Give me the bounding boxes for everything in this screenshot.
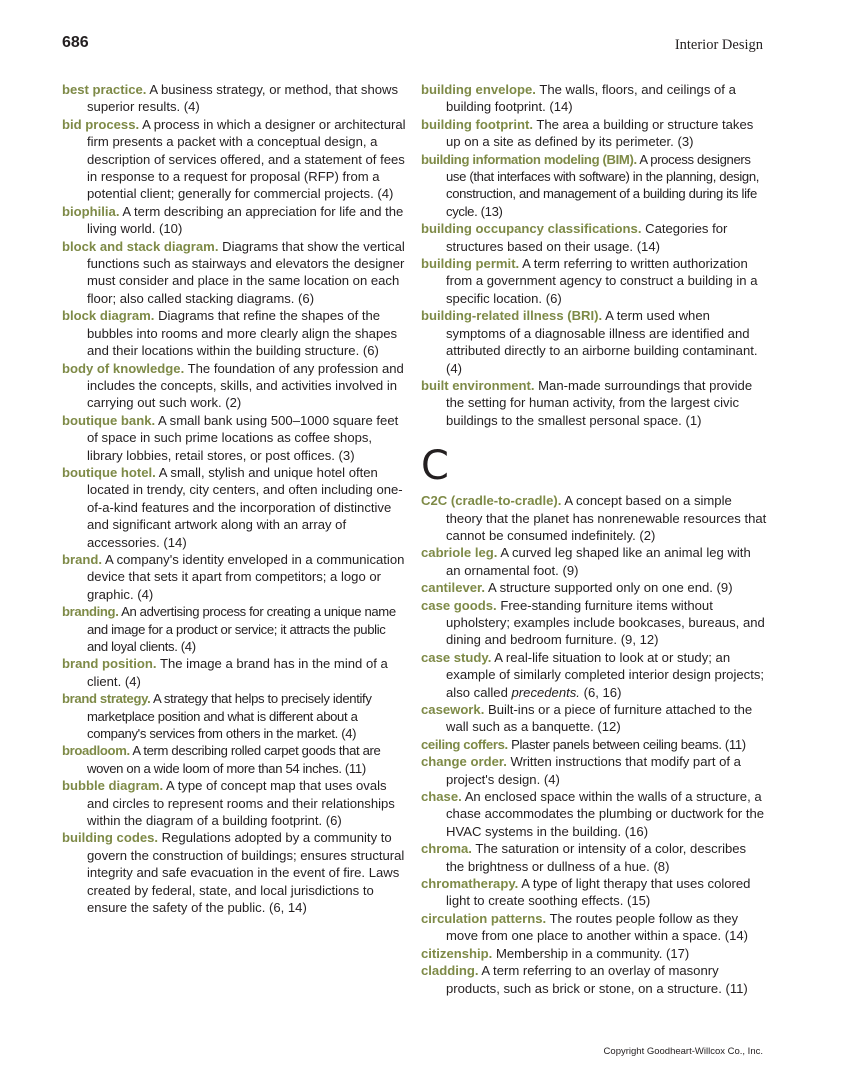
glossary-section-c bbox=[421, 492, 767, 997]
glossary-entry bbox=[421, 701, 767, 736]
glossary-term: boutique bank. bbox=[62, 412, 156, 428]
glossary-entry bbox=[421, 544, 767, 579]
glossary-entry bbox=[62, 464, 408, 551]
glossary-entry bbox=[62, 81, 408, 116]
glossary-entry bbox=[421, 220, 767, 255]
glossary-definition: An advertising process for creating a unique name and image for a product or service; it attracts the public and loyal clients. (4) bbox=[87, 604, 396, 654]
glossary-definition: A real-life situation to look at or study; an example of similarly completed interior design projects; also called bbox=[446, 649, 765, 700]
glossary-entry bbox=[421, 81, 767, 116]
glossary-entry bbox=[421, 579, 767, 596]
glossary-definition: A company's identity enveloped in a communication device that sets it apart from competitors; a logo or graphic. (4) bbox=[87, 551, 405, 602]
page-number: 686 bbox=[62, 34, 89, 51]
glossary-term: body of knowledge. bbox=[62, 360, 185, 376]
glossary-definition: A business strategy, or method, that shows superior results. (4) bbox=[87, 82, 399, 115]
glossary-definition: A small, stylish and unique hotel often located in trendy, city centers, and often including one-of-a-kind features and the incorporation of distinctive and significant artwork along with an array of accessories. (14) bbox=[87, 464, 403, 550]
glossary-definition: Diagrams that refine the shapes of the bubbles into rooms and more clearly align the shapes and their locations within the building structure. (6) bbox=[87, 308, 398, 359]
glossary-definition: A term used when symptoms of a diagnosable illness are identified and attributed directly to an airborne building contaminant. (4) bbox=[446, 308, 758, 376]
glossary-term: brand. bbox=[62, 551, 103, 567]
glossary-term: brand position. bbox=[62, 656, 157, 672]
running-head: Interior Design bbox=[674, 37, 763, 53]
glossary-definition: Written instructions that modify part of a project's design. (4) bbox=[446, 754, 741, 787]
glossary-term: citizenship. bbox=[421, 945, 493, 961]
glossary-entry bbox=[421, 788, 767, 840]
glossary-term: building codes. bbox=[62, 830, 159, 846]
glossary-entry bbox=[421, 649, 767, 701]
glossary-entry bbox=[62, 655, 408, 690]
glossary-definition: A process designers use (that interfaces with software) in the planning, design, construction, and management of a building during its life cycle. (13) bbox=[446, 151, 760, 219]
glossary-section-b-continued bbox=[421, 81, 767, 429]
glossary-term: brand strategy. bbox=[62, 691, 151, 707]
glossary-term: boutique hotel. bbox=[62, 464, 156, 480]
glossary-definition: Built-ins or a piece of furniture attached to the wall such as a banquette. (12) bbox=[446, 702, 753, 735]
glossary-term: building envelope. bbox=[421, 82, 536, 97]
glossary-term: case goods. bbox=[421, 597, 497, 613]
glossary-entry bbox=[421, 910, 767, 945]
glossary-definition: The area a building or structure takes up on a site as defined by its perimeter. (3) bbox=[446, 116, 754, 150]
glossary-definition: A curved leg shaped like an animal leg with an ornamental foot. (9) bbox=[446, 545, 751, 578]
glossary-entry bbox=[421, 597, 767, 649]
glossary-definition: The walls, floors, and ceilings of a building footprint. (14) bbox=[446, 82, 736, 115]
glossary-left-column bbox=[62, 81, 408, 917]
glossary-term: casework. bbox=[421, 702, 485, 717]
glossary-entry bbox=[62, 690, 408, 742]
glossary-entry bbox=[421, 377, 767, 429]
glossary-term: biophilia. bbox=[62, 203, 120, 219]
glossary-term: building information modeling (BIM). bbox=[421, 151, 637, 167]
glossary-definition-italic: precedents. bbox=[511, 684, 580, 700]
glossary-definition: Categories for structures based on their usage. (14) bbox=[446, 221, 728, 254]
glossary-entry bbox=[62, 742, 408, 777]
glossary-entry bbox=[62, 203, 408, 238]
glossary-term: cabriole leg. bbox=[421, 545, 498, 561]
copyright-notice: Copyright Goodheart-Willcox Co., Inc. bbox=[603, 1046, 763, 1057]
glossary-entry bbox=[421, 962, 767, 997]
glossary-term: change order. bbox=[421, 754, 507, 770]
glossary-definition: Diagrams that show the vertical functions such as stairways and elevators the designer must consider and place in the same location on each floor; also called stacking diagrams. (6) bbox=[87, 238, 405, 306]
glossary-definition: Man-made surroundings that provide the setting for human activity, from the largest civic buildings to the smallest personal space. (1) bbox=[446, 377, 753, 428]
glossary-term: building footprint. bbox=[421, 116, 533, 132]
glossary-term: bid process. bbox=[62, 116, 140, 132]
glossary-entry bbox=[421, 255, 767, 307]
glossary-entry bbox=[421, 753, 767, 788]
glossary-term: ceiling coffers. bbox=[421, 736, 508, 752]
glossary-entry bbox=[62, 360, 408, 412]
glossary-definition: A strategy that helps to precisely identify marketplace position and what is different about a company's services from others in the market. (4) bbox=[87, 691, 372, 742]
glossary-entry bbox=[421, 116, 767, 151]
glossary-term: broadloom. bbox=[62, 743, 130, 759]
glossary-entry bbox=[421, 840, 767, 875]
glossary-definition: The saturation or intensity of a color, describes the brightness or dullness of a hue. (8) bbox=[446, 841, 747, 874]
glossary-definition: A type of concept map that uses ovals and circles to represent rooms and their relationships within the diagram of a building footprint. (6) bbox=[87, 778, 395, 829]
glossary-entry bbox=[62, 829, 408, 916]
glossary-definition: A term describing an appreciation for life and the living world. (10) bbox=[87, 203, 404, 237]
glossary-entry bbox=[421, 875, 767, 910]
glossary-definition: Free-standing furniture items without upholstery; examples include bookcases, bureaus, and dining and bedroom furniture. (9, 12) bbox=[446, 597, 765, 648]
glossary-definition: A process in which a designer or architectural firm presents a packet with a conceptual design, a description of services offered, and a statement of fees in response to a request for proposal (RFP) from a potential client; generally for commercial projects. (4) bbox=[87, 116, 406, 202]
glossary-definition-tail: (6, 16) bbox=[579, 684, 622, 700]
glossary-entry bbox=[421, 307, 767, 377]
glossary-entry bbox=[62, 603, 408, 655]
glossary-definition: The image a brand has in the mind of a client. (4) bbox=[87, 656, 388, 689]
glossary-term: block diagram. bbox=[62, 308, 155, 324]
glossary-term: chromatherapy. bbox=[421, 876, 519, 892]
glossary-term: building-related illness (BRI). bbox=[421, 308, 603, 324]
glossary-definition: Membership in a community. (17) bbox=[495, 945, 690, 961]
glossary-term: bubble diagram. bbox=[62, 778, 164, 794]
glossary-term: chroma. bbox=[421, 841, 472, 857]
glossary-entry bbox=[62, 777, 408, 829]
glossary-term: branding. bbox=[62, 604, 119, 620]
glossary-term: building occupancy classifications. bbox=[421, 221, 642, 237]
glossary-term: building permit. bbox=[421, 256, 520, 272]
glossary-term: chase. bbox=[421, 789, 462, 805]
glossary-definition: A small bank using 500–1000 square feet of space in such prime locations as coffee shops, library lobbies, retail stores, or post offices. (3) bbox=[87, 412, 399, 463]
glossary-term: case study. bbox=[421, 649, 492, 665]
glossary-definition: A term referring to an overlay of masonry products, such as brick or stone, on a structure. (11) bbox=[446, 963, 748, 996]
glossary-definition: The routes people follow as they move from one place to another within a space. (14) bbox=[446, 910, 749, 944]
glossary-entry bbox=[421, 945, 767, 962]
glossary-definition: A structure supported only on one end. (9) bbox=[487, 580, 733, 596]
glossary-term: cladding. bbox=[421, 963, 479, 979]
glossary-term: best practice. bbox=[62, 82, 147, 97]
glossary-term: circulation patterns. bbox=[421, 910, 547, 926]
glossary-entry bbox=[421, 736, 767, 753]
glossary-definition: A term referring to written authorization from a government agency to construct a building in a specific location. (6) bbox=[446, 256, 758, 306]
glossary-definition: The foundation of any profession and includes the concepts, skills, and activities involved in carrying out such work. (2) bbox=[87, 360, 404, 411]
section-letter-heading: C bbox=[421, 443, 449, 490]
glossary-definition: A term describing rolled carpet goods that are woven on a wide loom of more than 54 inches. (11) bbox=[87, 743, 381, 776]
glossary-term: C2C (cradle-to-cradle). bbox=[421, 493, 562, 509]
glossary-definition: An enclosed space within the walls of a structure, a chase accommodates the plumbing or ductwork for the HVAC systems in the building. (16) bbox=[446, 789, 765, 839]
glossary-term: built environment. bbox=[421, 377, 535, 393]
glossary-entry bbox=[62, 238, 408, 308]
glossary-definition: Plaster panels between ceiling beams. (11) bbox=[511, 736, 746, 752]
glossary-definition: A concept based on a simple theory that the planet has nonrenewable resources that cannot be consumed indefinitely. (2) bbox=[446, 493, 767, 543]
glossary-definition: Regulations adopted by a community to govern the construction of buildings; ensures structural integrity and safe evacuation in the event of fire. Laws created by federal, state, and local jurisdictions to ensure the safety of the public. (6, 14) bbox=[87, 830, 405, 916]
glossary-term: cantilever. bbox=[421, 580, 486, 596]
glossary-term: block and stack diagram. bbox=[62, 238, 219, 254]
glossary-entry bbox=[421, 151, 767, 221]
glossary-entry bbox=[62, 116, 408, 203]
glossary-entry bbox=[62, 551, 408, 603]
glossary-right-column bbox=[421, 81, 767, 997]
glossary-entry bbox=[421, 492, 767, 544]
glossary-entry bbox=[62, 412, 408, 464]
glossary-entry bbox=[62, 307, 408, 359]
glossary-definition: A type of light therapy that uses colored light to create soothing effects. (15) bbox=[446, 876, 751, 909]
